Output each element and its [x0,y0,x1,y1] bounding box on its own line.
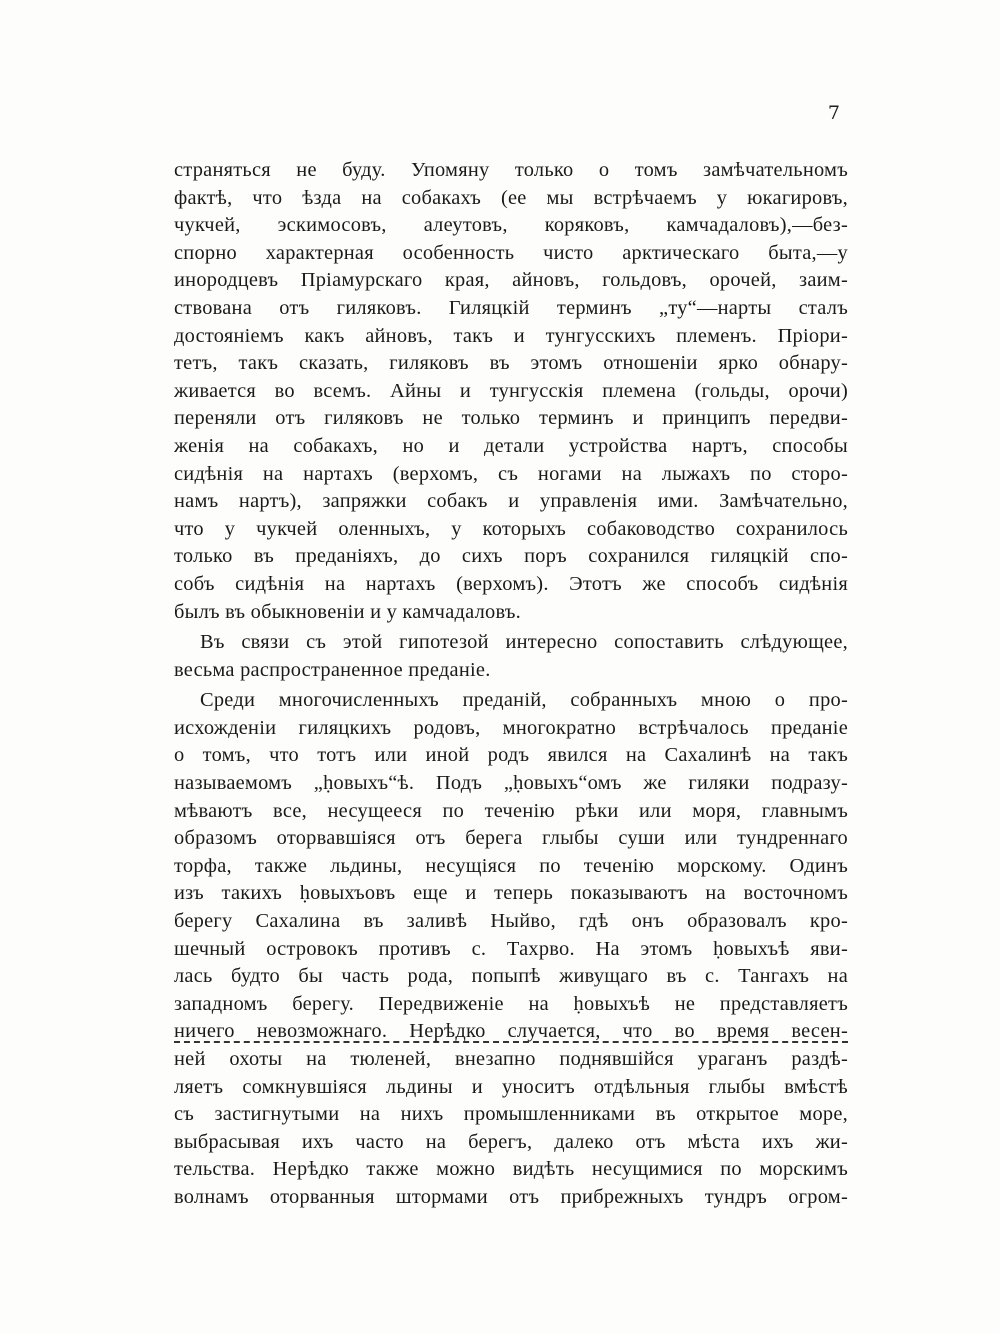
text-line: былъ въ обыкновеніи и у камчадаловъ. [174,600,521,623]
text-line: что у чукчей оленныхъ, у которыхъ собаководство сохранилось [174,517,848,540]
text-line: живается во всемъ. Айны и тунгусскія племена (гольды, орочи) [174,379,848,402]
text-line: женія на собакахъ, но и детали устройства нартъ, способы [174,434,848,457]
text-line: называемомъ „ḥовыхъ“ѣ. Подъ „ḥовыхъ“омъ же гиляки подразу- [174,772,848,795]
text-line: торфа, также льдины, несущіяся по теченію морскому. Одинъ [174,854,848,877]
text-line: образомъ оторвавшіяся отъ берега глыбы суши или тундреннаго [174,827,848,850]
text-line: Среди многочисленныхъ преданій, собранныхъ мною о про- [200,689,848,712]
text-line: фактѣ, что ѣзда на собакахъ (ее мы встрѣчаемъ у юкагировъ, [174,186,848,209]
text-line: исхожденіи гиляцкихъ родовъ, многократно встрѣчалось преданіе [174,716,848,739]
text-line: собъ сидѣнія на нартахъ (верхомъ). Этотъ же способъ сидѣнія [174,572,848,595]
paragraph [174,629,848,684]
paragraph [174,157,848,626]
text-line: достояніемъ какъ айновъ, такъ и тунгусскихъ племенъ. Пріори- [174,324,848,347]
paragraph [174,687,848,1211]
text-line: мѣваютъ все, несущееся по теченію рѣки или моря, главнымъ [174,799,848,822]
text-line: ней охоты на тюленей, внезапно поднявшійся ураганъ раздѣ- [174,1048,848,1070]
text-line: спорно характерная особенность чисто арктическаго быта,—у [174,241,848,264]
text-line: лась будто бы часть рода, попыпѣ живущаго въ с. Тангахъ на [174,965,848,988]
text-line: выбрасывая ихъ часто на берегъ, далеко отъ мѣста ихъ жи- [174,1130,848,1153]
text-line: шечный островокъ противъ с. Тахрво. На этомъ ḥовыхъѣ яви- [174,937,848,960]
text-line: только въ преданіяхъ, до сихъ поръ сохранился гиляцкій спо- [174,545,848,568]
text-line: переняли отъ гиляковъ не только терминъ и принципъ передви- [174,407,848,430]
text-line: ничего невозможнаго. Нерѣдко случается, что во время весен- [174,1020,848,1043]
text-line: тельства. Нерѣдко также можно видѣть несущимися по морскимъ [174,1158,848,1181]
text-line: инородцевъ Пріамурскаго края, айновъ, гольдовъ, орочей, заим- [174,269,848,292]
text-line: Въ связи съ этой гипотезой интересно сопоставить слѣдующее, [200,631,848,654]
text-line: ляетъ сомкнувшіяся льдины и уноситъ отдѣльныя глыбы вмѣстѣ [174,1075,848,1098]
text-line: намъ нартъ), запряжки собакъ и управленія ими. Замѣчательно, [174,490,848,513]
text-line: съ застигнутыми на нихъ промышленниками въ открытое море, [174,1103,848,1126]
text-line: берегу Сахалина въ заливѣ Ныйво, гдѣ онъ образовалъ кро- [174,910,848,933]
body-text [174,157,848,1215]
text-line: ствована отъ гиляковъ. Гиляцкій терминъ „ту“—нарты сталъ [174,296,848,319]
text-line: волнамъ оторванныя штормами отъ прибрежныхъ тундръ огром- [174,1185,848,1208]
text-line: чукчей, эскимосовъ, алеутовъ, коряковъ, камчадаловъ),—без- [174,214,848,237]
text-line: западномъ берегу. Передвиженіе на ḥовыхъѣ не представляетъ [174,992,848,1015]
text-line: весьма распространенное преданіе. [174,658,491,681]
text-line: о томъ, что тотъ или иной родъ явился на Сахалинѣ на такъ [174,744,848,767]
text-line: страняться не буду. Упомяну только о томъ замѣчательномъ [174,159,848,181]
text-line: сидѣнія на нартахъ (верхомъ, съ ногами на лыжахъ по сторо- [174,462,848,485]
page-number: 7 [827,102,840,124]
text-line: изъ такихъ ḥовыхъовъ еще и теперь показываютъ на восточномъ [174,882,848,905]
text-line: тетъ, такъ сказать, гиляковъ въ этомъ отношеніи ярко обнару- [174,352,848,375]
